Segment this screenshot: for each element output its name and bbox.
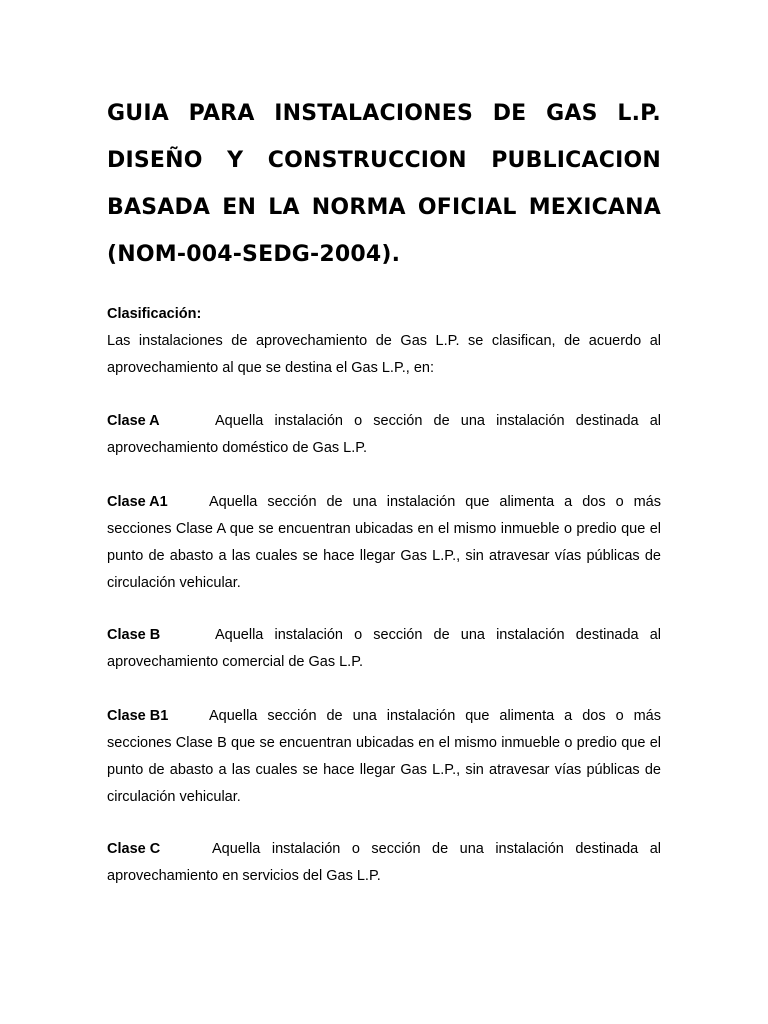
intro-paragraph: Las instalaciones de aprovechamiento de Gas L.P. se clasifican, de acuerdo al aprovechamiento al que se destina el Gas L.P., en: bbox=[107, 333, 661, 376]
class-label: Clase B bbox=[107, 627, 161, 643]
class-definition-b1 bbox=[107, 703, 661, 811]
section-heading-clasificacion: Clasificación: bbox=[107, 306, 202, 322]
class-definition-a bbox=[107, 408, 661, 462]
title-line: GUIA PARA INSTALACIONES DE GAS L.P. bbox=[107, 101, 661, 126]
title-line: (NOM-004-SEDG-2004). bbox=[107, 242, 401, 267]
class-description: Aquella instalación o sección de una instalación destinada al aprovechamiento comercial de Gas L.P. bbox=[107, 627, 661, 670]
document-page bbox=[107, 0, 661, 1024]
class-definition-b bbox=[107, 622, 661, 676]
class-label: Clase C bbox=[107, 841, 161, 857]
title-line: DISEÑO Y CONSTRUCCION PUBLICACION bbox=[107, 148, 661, 173]
document-title bbox=[107, 90, 661, 278]
class-description: Aquella instalación o sección de una instalación destinada al aprovechamiento en servicios del Gas L.P. bbox=[107, 841, 661, 884]
class-description: Aquella sección de una instalación que alimenta a dos o más secciones Clase A que se encuentran ubicadas en el mismo inmueble o predio que el punto de abasto a las cuales se hace llegar Gas L.P., sin atravesar vías públicas de circulación vehicular. bbox=[107, 494, 661, 591]
class-description: Aquella instalación o sección de una instalación destinada al aprovechamiento doméstico de Gas L.P. bbox=[107, 413, 661, 456]
title-line: BASADA EN LA NORMA OFICIAL MEXICANA bbox=[107, 195, 661, 220]
class-label: Clase B1 bbox=[107, 708, 169, 724]
class-label: Clase A bbox=[107, 413, 160, 429]
class-label: Clase A1 bbox=[107, 494, 168, 510]
class-description: Aquella sección de una instalación que alimenta a dos o más secciones Clase B que se encuentran ubicadas en el mismo inmueble o predio que el punto de abasto a las cuales se hace llegar Gas L.P., sin atravesar vías públicas de circulación vehicular. bbox=[107, 708, 661, 805]
class-definition-c bbox=[107, 836, 661, 890]
class-definition-a1 bbox=[107, 489, 661, 597]
